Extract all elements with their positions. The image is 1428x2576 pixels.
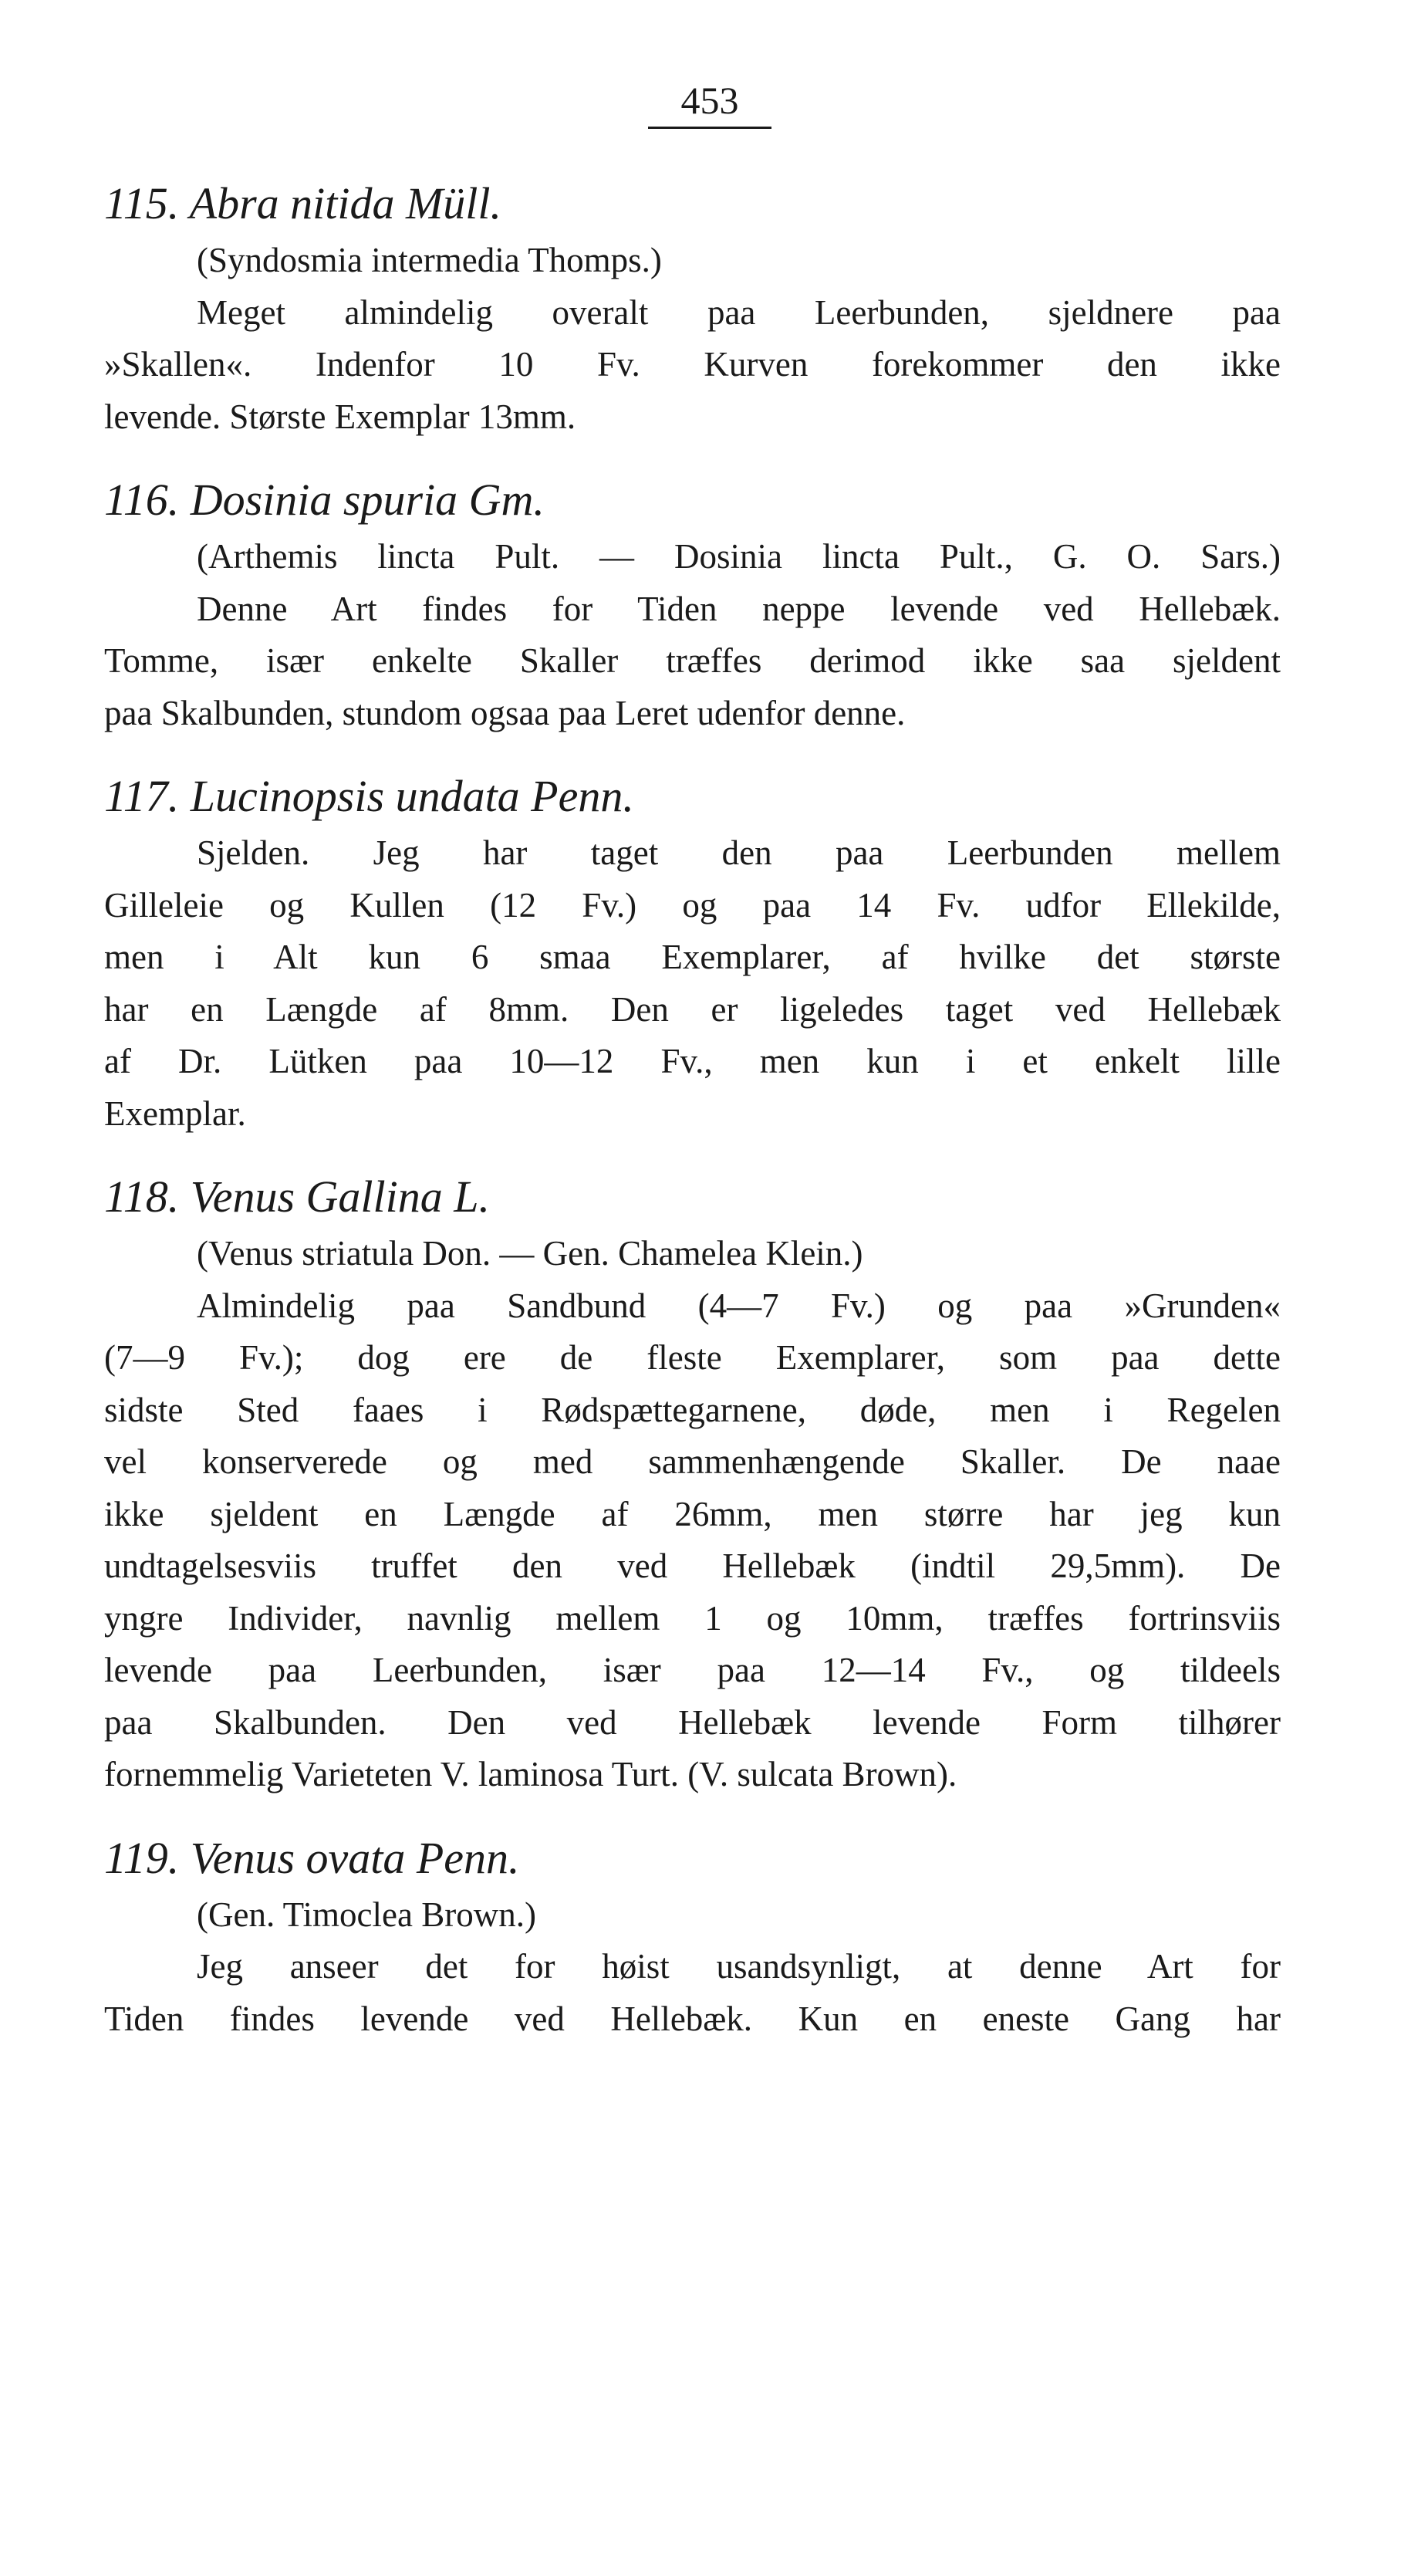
text-line: levende. Største Exemplar 13mm.: [104, 397, 576, 436]
text-line: yngre Individer, navnlig mellem 1 og 10mm, træffes fortrinsviis: [104, 1598, 1281, 1638]
text-line: Meget almindelig overalt paa Leerbunden, sjeldnere paa: [197, 292, 1281, 332]
text-line: Almindelig paa Sandbund (4—7 Fv.) og paa »Grunden«: [197, 1286, 1281, 1325]
text-body: [104, 176, 1281, 2074]
species-heading: 115. Abra nitida Müll.: [104, 178, 502, 228]
text-line: ikke sjeldent en Længde af 26mm, men større har jeg kun: [104, 1494, 1281, 1533]
text-line: Denne Art findes for Tiden neppe levende ved Hellebæk.: [197, 589, 1281, 628]
text-line: (7—9 Fv.); dog ere de fleste Exemplarer, som paa dette: [104, 1338, 1281, 1377]
text-line: Gilleleie og Kullen (12 Fv.) og paa 14 Fv. udfor Ellekilde,: [104, 885, 1281, 925]
text-line: paa Skalbunden, stundom ogsaa paa Leret udenfor denne.: [104, 693, 906, 732]
text-line: Jeg anseer det for høist usandsynligt, at denne Art for: [197, 1947, 1281, 1986]
text-line: paa Skalbunden. Den ved Hellebæk levende Form tilhører: [104, 1702, 1281, 1742]
text-line: undtagelsesviis truffet den ved Hellebæk (indtil 29,5mm). De: [104, 1547, 1281, 1585]
text-line: Tiden findes levende ved Hellebæk. Kun en eneste Gang har: [104, 1999, 1281, 2038]
text-line: levende paa Leerbunden, især paa 12—14 Fv., og tildeels: [104, 1651, 1281, 1689]
text-line: af Dr. Lütken paa 10—12 Fv., men kun i et enkelt lille: [104, 1042, 1281, 1080]
species-entry-118: [104, 1169, 1281, 1801]
species-entry-117: [104, 769, 1281, 1140]
species-heading: 119. Venus ovata Penn.: [104, 1832, 520, 1883]
text-line: men i Alt kun 6 smaa Exemplarer, af hvilke det største: [104, 938, 1281, 976]
text-line: Tomme, især enkelte Skaller træffes derimod ikke saa sjeldent: [104, 641, 1281, 680]
text-line: »Skallen«. Indenfor 10 Fv. Kurven forekommer den ikke: [104, 345, 1281, 384]
species-heading: 116. Dosinia spuria Gm.: [104, 475, 545, 525]
synonym-line: (Gen. Timoclea Brown.): [197, 1895, 536, 1934]
species-entry-115: [104, 176, 1281, 443]
text-line: sidste Sted faaes i Rødspættegarnene, døde, men i Regelen: [104, 1390, 1281, 1429]
text-line: fornemmelig Varieteten V. laminosa Turt. (V. sulcata Brown).: [104, 1755, 957, 1793]
page-number: 453: [648, 77, 771, 129]
synonym-line: (Arthemis lincta Pult. — Dosinia lincta Pult., G. O. Sars.): [197, 537, 1281, 576]
species-entry-116: [104, 472, 1281, 739]
text-line: Sjelden. Jeg har taget den paa Leerbunden mellem: [197, 833, 1281, 872]
synonym-line: (Syndosmia intermedia Thomps.): [197, 241, 662, 279]
text-line: Exemplar.: [104, 1094, 246, 1133]
species-heading: 117. Lucinopsis undata Penn.: [104, 771, 634, 821]
species-entry-119: [104, 1831, 1281, 2046]
text-line: har en Længde af 8mm. Den er ligeledes taget ved Hellebæk: [104, 989, 1281, 1029]
text-line: vel konserverede og med sammenhængende Skaller. De naae: [104, 1442, 1281, 1481]
synonym-line: (Venus striatula Don. — Gen. Chamelea Klein.): [197, 1234, 863, 1273]
species-heading: 118. Venus Gallina L.: [104, 1171, 490, 1222]
